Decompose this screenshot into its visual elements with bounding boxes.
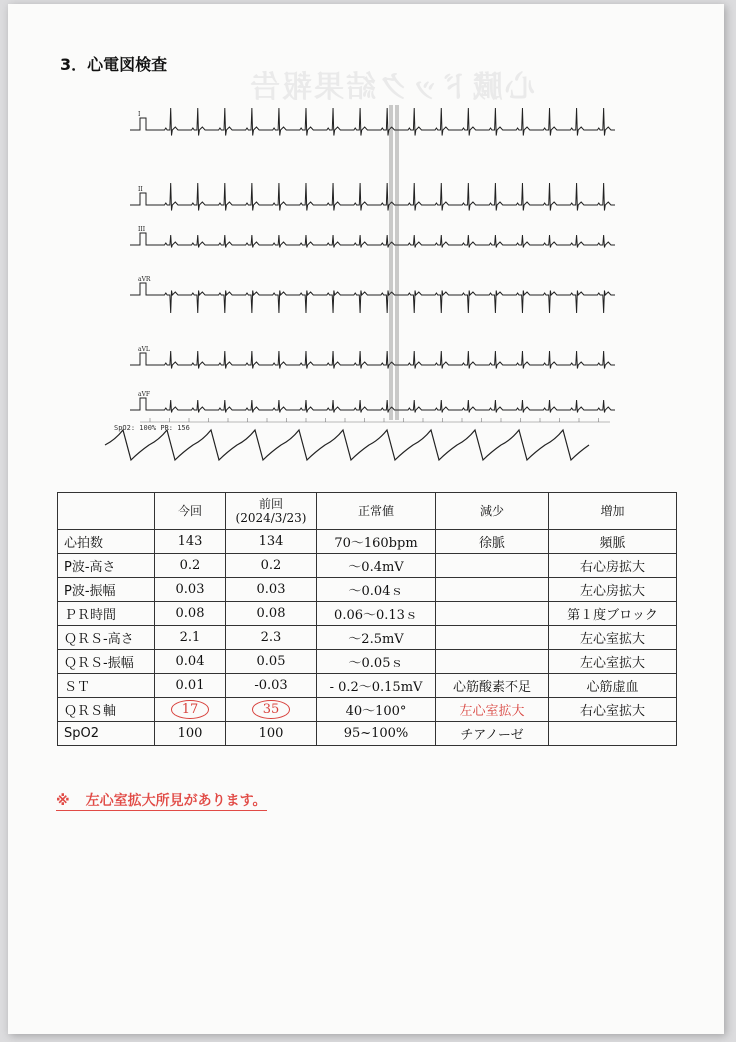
calibration-pulse — [130, 398, 155, 410]
ecg-strip — [100, 100, 620, 480]
row-name: SpO2 — [58, 722, 155, 746]
ecg-lead-trace — [155, 400, 615, 413]
row-previous: 100 — [226, 722, 317, 746]
row-previous: 134 — [226, 530, 317, 554]
lead-label: III — [138, 226, 146, 233]
row-current: 143 — [155, 530, 226, 554]
row-decrease: 心筋酸素不足 — [436, 674, 549, 698]
row-decrease — [436, 578, 549, 602]
lead-label: aVR — [138, 276, 151, 283]
row-name: ＱＲＳ軸 — [58, 698, 155, 722]
row-name: ＱＲＳ-振幅 — [58, 650, 155, 674]
row-previous: 0.05 — [226, 650, 317, 674]
lead-label: II — [138, 186, 143, 193]
ecg-lead-trace — [155, 351, 615, 369]
calibration-pulse — [130, 283, 155, 295]
row-decrease — [436, 626, 549, 650]
note-mark: ※ — [56, 793, 70, 809]
lead-label: aVF — [138, 391, 151, 398]
note-text: 左心室拡大所見があります。 — [85, 793, 267, 809]
row-decrease — [436, 554, 549, 578]
row-increase: 第１度ブロック — [549, 602, 677, 626]
header-previous: 前回 (2024/3/23) — [226, 493, 317, 530]
header-current: 今回 — [155, 493, 226, 530]
row-previous: 2.3 — [226, 626, 317, 650]
header-decrease: 減少 — [436, 493, 549, 530]
row-current: 2.1 — [155, 626, 226, 650]
row-increase: 右心室拡大 — [549, 698, 677, 722]
table-row — [58, 578, 677, 602]
row-normal: ～0.04ｓ — [317, 578, 436, 602]
row-increase: 頻脈 — [549, 530, 677, 554]
row-previous: -0.03 — [226, 674, 317, 698]
row-name: P波-振幅 — [58, 578, 155, 602]
row-name: ＳＴ — [58, 674, 155, 698]
table-row — [58, 554, 677, 578]
row-normal: 95~100% — [317, 722, 436, 746]
section-title: 3．心電図検査 — [60, 55, 168, 74]
row-increase: 心筋虚血 — [549, 674, 677, 698]
row-current: 0.04 — [155, 650, 226, 674]
table-row — [58, 650, 677, 674]
lead-label: I — [138, 111, 141, 118]
row-previous: 0.2 — [226, 554, 317, 578]
row-normal: ～0.4mV — [317, 554, 436, 578]
row-previous: 0.03 — [226, 578, 317, 602]
ecg-lead-trace — [155, 235, 615, 248]
row-increase: 左心室拡大 — [549, 626, 677, 650]
calibration-pulse — [130, 193, 155, 205]
row-current: 0.03 — [155, 578, 226, 602]
row-current: 17 — [155, 698, 226, 722]
row-normal: 40～100° — [317, 698, 436, 722]
row-normal: ～2.5mV — [317, 626, 436, 650]
row-normal: 70～160bpm — [317, 530, 436, 554]
row-decrease: 徐脈 — [436, 530, 549, 554]
row-current: 100 — [155, 722, 226, 746]
calibration-pulse — [130, 118, 155, 130]
row-current: 0.2 — [155, 554, 226, 578]
row-increase: 左心室拡大 — [549, 650, 677, 674]
row-name: 心拍数 — [58, 530, 155, 554]
ecg-lead-trace — [155, 108, 615, 136]
table-row — [58, 626, 677, 650]
monitor-readout: SpO2: 100% PR: 156 — [114, 424, 190, 432]
row-increase — [549, 722, 677, 746]
row-previous: 0.08 — [226, 602, 317, 626]
row-increase: 右心房拡大 — [549, 554, 677, 578]
row-current: 0.08 — [155, 602, 226, 626]
ecg-results-table — [57, 492, 677, 746]
header-normal: 正常値 — [317, 493, 436, 530]
calibration-pulse — [130, 233, 155, 245]
table-row — [58, 602, 677, 626]
finding-note — [56, 790, 267, 811]
calibration-pulse — [130, 353, 155, 365]
row-current: 0.01 — [155, 674, 226, 698]
row-increase: 左心房拡大 — [549, 578, 677, 602]
table-row — [58, 530, 677, 554]
bleed-through-text: 心臓ドック結果報告 — [248, 70, 535, 105]
ecg-lead-trace — [155, 183, 615, 211]
row-name: ＱＲＳ-高さ — [58, 626, 155, 650]
lead-label: aVL — [138, 346, 150, 353]
row-name: ＰＲ時間 — [58, 602, 155, 626]
row-decrease: 左心室拡大 — [436, 698, 549, 722]
table-row — [58, 674, 677, 698]
row-previous: 35 — [226, 698, 317, 722]
header-blank — [58, 493, 155, 530]
row-normal: ～0.05ｓ — [317, 650, 436, 674]
row-normal: - 0.2～0.15mV — [317, 674, 436, 698]
row-decrease — [436, 602, 549, 626]
ecg-lead-trace — [155, 291, 615, 314]
header-increase: 増加 — [549, 493, 677, 530]
table-header-row — [58, 493, 677, 530]
row-name: P波-高さ — [58, 554, 155, 578]
table-row — [58, 698, 677, 722]
pleth-wave — [105, 430, 589, 460]
table-row — [58, 722, 677, 746]
row-normal: 0.06～0.13ｓ — [317, 602, 436, 626]
row-decrease: チアノーゼ — [436, 722, 549, 746]
row-decrease — [436, 650, 549, 674]
